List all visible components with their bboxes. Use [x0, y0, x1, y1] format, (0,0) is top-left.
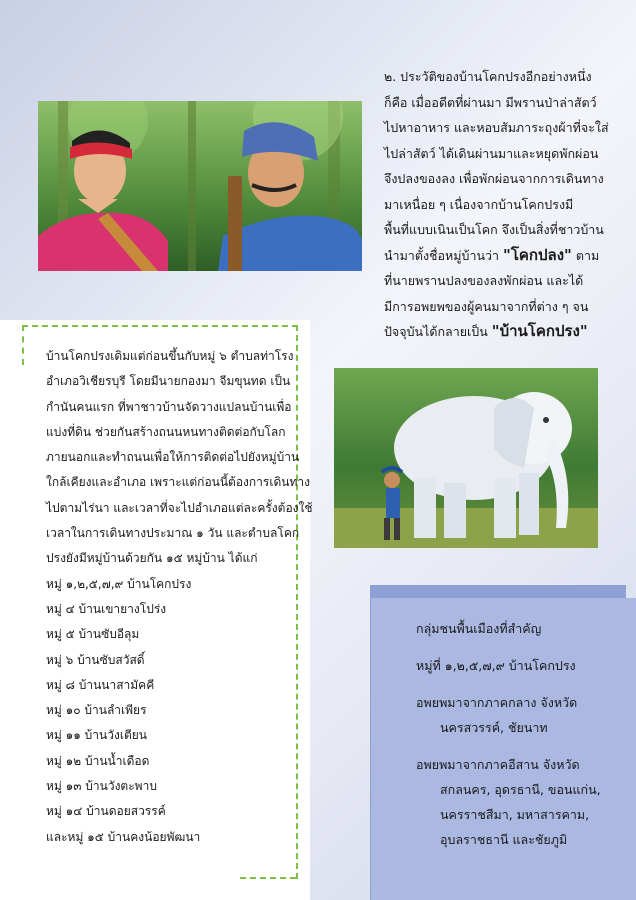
card-central-provinces: นครสวรรค์, ชัยนาท: [440, 720, 548, 735]
intro-line: แบ่งที่ดิน ช่วยกันสร้างถนนหนทางติดต่อกับโลก: [46, 424, 286, 439]
name-ban-khok-prong: "บ้านโคกปรง": [491, 322, 588, 340]
dashed-border-left: [22, 325, 24, 365]
card-northeast-provinces: สกลนคร, อุดรธานี, ขอนแก่น,: [440, 782, 601, 797]
card-title: กลุ่มชนพื้นเมืองที่สำคัญ: [416, 621, 542, 636]
history-line: มีการอพยพของผู้คนมาจากที่ต่าง ๆ จน: [384, 298, 589, 314]
intro-line: กำนันคนแรก ที่พาชาวบ้านจัดวางแปลนบ้านเพื่อ: [46, 399, 292, 414]
info-card-text: [416, 616, 631, 852]
history-line: ไปล่าสัตว์ ได้เดินผ่านมาและหยุดพักผ่อน: [384, 145, 599, 161]
village-item: หมู่ ๖ บ้านซับสวัสดิ์: [46, 652, 145, 667]
card-northeast-provinces: นครราชสีมา, มหาสารคาม,: [440, 807, 590, 822]
name-khok-plong: "โคกปลง": [503, 245, 572, 264]
card-central: อพยพมาจากภาคกลาง จังหวัด: [416, 695, 578, 710]
history-line: มาเหนื่อย ๆ เนื่องจากบ้านโคกปรงมี: [384, 196, 574, 212]
history-line: ๒. ประวัติของบ้านโคกปรงอีกอย่างหนึ่ง: [384, 69, 592, 84]
card-northeast: อพยพมาจากภาคอีสาน จังหวัด: [416, 757, 580, 772]
village-item: หมู่ ๘ บ้านนาสามัคคี: [46, 677, 155, 692]
history-text: ตาม: [571, 247, 600, 263]
village-item: หมู่ ๑๐ บ้านลำเพียร: [46, 703, 147, 718]
elephant-illustration: [334, 368, 598, 548]
history-line: [384, 319, 594, 345]
village-item: หมู่ ๑,๒,๕,๗,๙ บ้านโคกปรง: [46, 576, 192, 591]
history-line: พื้นที่แบบเนินเป็นโคก จึงเป็นสิ่งที่ชาวบ้าน: [384, 222, 604, 237]
hunters-illustration: [38, 101, 362, 271]
history-line: ก็คือ เมื่ออดีตที่ผ่านมา มีพรานป่าล่าสัตว์: [384, 94, 597, 110]
village-item: หมู่ ๕ บ้านซับอีลุม: [46, 627, 140, 642]
card-northeast-provinces: อุบลราชธานี และชัยภูมิ: [440, 832, 568, 847]
intro-line: เวลาในการเดินทางประมาณ ๑ วัน และตำบลโคก: [46, 526, 300, 541]
village-item: หมู่ ๔ บ้านเขายางโปร่ง: [46, 601, 167, 616]
history-paragraph: [384, 64, 609, 345]
history-line: จึงปลงของลง เพื่อพักผ่อนจากการเดินทาง: [384, 171, 604, 186]
history-line: ไปหาอาหาร และหอบสัมภาระถุงผ้าที่จะใส่: [384, 120, 609, 135]
history-line: ที่นายพรานปลงของลงพักผ่อน และได้: [384, 273, 584, 288]
village-item: และหมู่ ๑๕ บ้านคงน้อยพัฒนา: [46, 829, 201, 844]
village-item: หมู่ ๑๔ บ้านดอยสวรรค์: [46, 804, 166, 819]
intro-line: ภายนอกและทำถนนเพื่อให้การติดต่อไปยังหมู่บ้าน: [46, 450, 300, 465]
dashed-border-bottom: [240, 877, 296, 879]
village-item: หมู่ ๑๑ บ้านวังเตียน: [46, 728, 147, 743]
history-text: นำมาตั้งชื่อหมู่บ้านว่า: [384, 247, 504, 263]
village-item: หมู่ ๑๓ บ้านวังตะพาบ: [46, 779, 157, 794]
intro-line: ใกล้เคียงและอำเภอ เพราะแต่ก่อนนี้ต้องการเดินทาง: [46, 475, 310, 490]
card-moo: หมู่ที่ ๑,๒,๕,๗,๙ บ้านโคกปรง: [416, 658, 576, 673]
village-item: หมู่ ๑๒ บ้านน้ำเดือด: [46, 753, 150, 768]
intro-line: ปรงยังมีหมู่บ้านด้วยกัน ๑๕ หมู่บ้าน ได้แก่: [46, 551, 258, 566]
intro-line: อำเภอวิเชียรบุรี โดยมีนายกองมา จีมขุนทด เป็น: [46, 374, 291, 389]
intro-text: [46, 344, 313, 850]
history-line: [384, 243, 600, 269]
intro-line: บ้านโคกปรงเดิมแต่ก่อนขึ้นกับหมู่ ๖ ตำบลท่าโรง: [46, 349, 294, 363]
intro-line: ไปตามไร่นา และเวลาที่จะไปอำเภอแต่ละครั้งต้องใช้: [46, 500, 313, 515]
history-text: ปัจจุบันได้กลายเป็น: [384, 324, 492, 339]
